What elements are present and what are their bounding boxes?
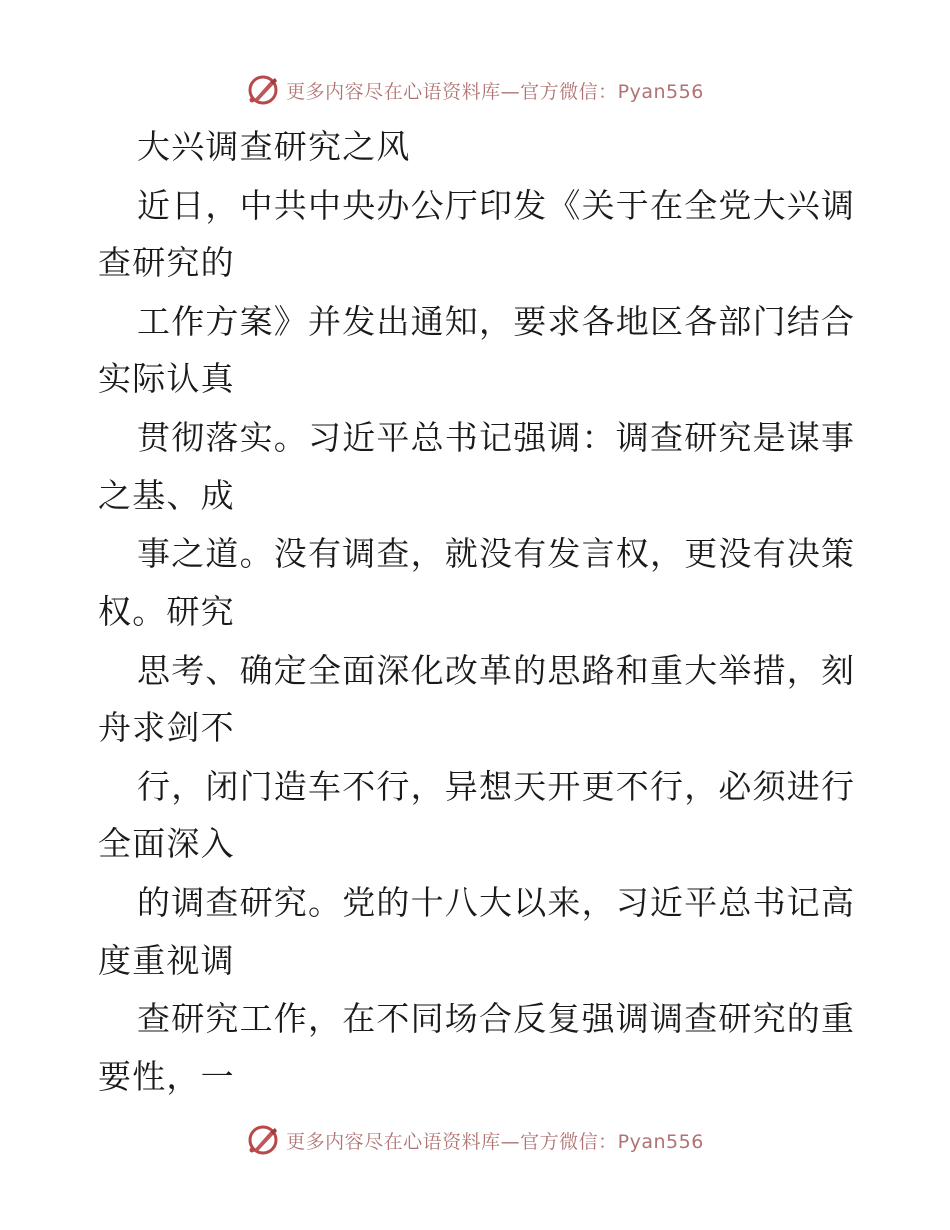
text-line: 的调查研究。党的十八大以来，习近平总书记高 <box>137 883 856 922</box>
pen-nib-circle-logo-icon <box>246 1123 280 1157</box>
text-line: 行，闭门造车不行，异想天开更不行，必须进行 <box>137 767 856 806</box>
text-line: 思考、确定全面深化改革的思路和重大举措，刻 <box>137 651 856 690</box>
text-line: 实际认真 <box>98 359 235 398</box>
footer-watermark <box>0 1120 950 1160</box>
text-line: 全面深入 <box>98 824 235 863</box>
watermark-text: 更多内容尽在心语资料库—官方微信：Pyan556 <box>286 1130 704 1153</box>
text-line: 查研究的 <box>98 243 235 282</box>
watermark-text: 更多内容尽在心语资料库—官方微信：Pyan556 <box>286 80 704 103</box>
document-title: 大兴调查研究之风 <box>137 127 411 166</box>
text-line: 贯彻落实。习近平总书记强调：调查研究是谋事 <box>137 418 856 457</box>
text-line: 要性，一 <box>98 1057 235 1096</box>
text-line: 之基、成 <box>98 476 235 515</box>
text-line: 事之道。没有调查，就没有发言权，更没有决策 <box>137 534 856 573</box>
text-line: 度重视调 <box>98 941 235 980</box>
text-line: 查研究工作，在不同场合反复强调调查研究的重 <box>137 999 856 1038</box>
text-line: 近日，中共中央办公厅印发《关于在全党大兴调 <box>137 186 856 225</box>
text-line: 舟求剑不 <box>98 708 235 747</box>
text-line: 工作方案》并发出通知，要求各地区各部门结合 <box>137 302 856 341</box>
text-line: 权。研究 <box>98 592 235 631</box>
